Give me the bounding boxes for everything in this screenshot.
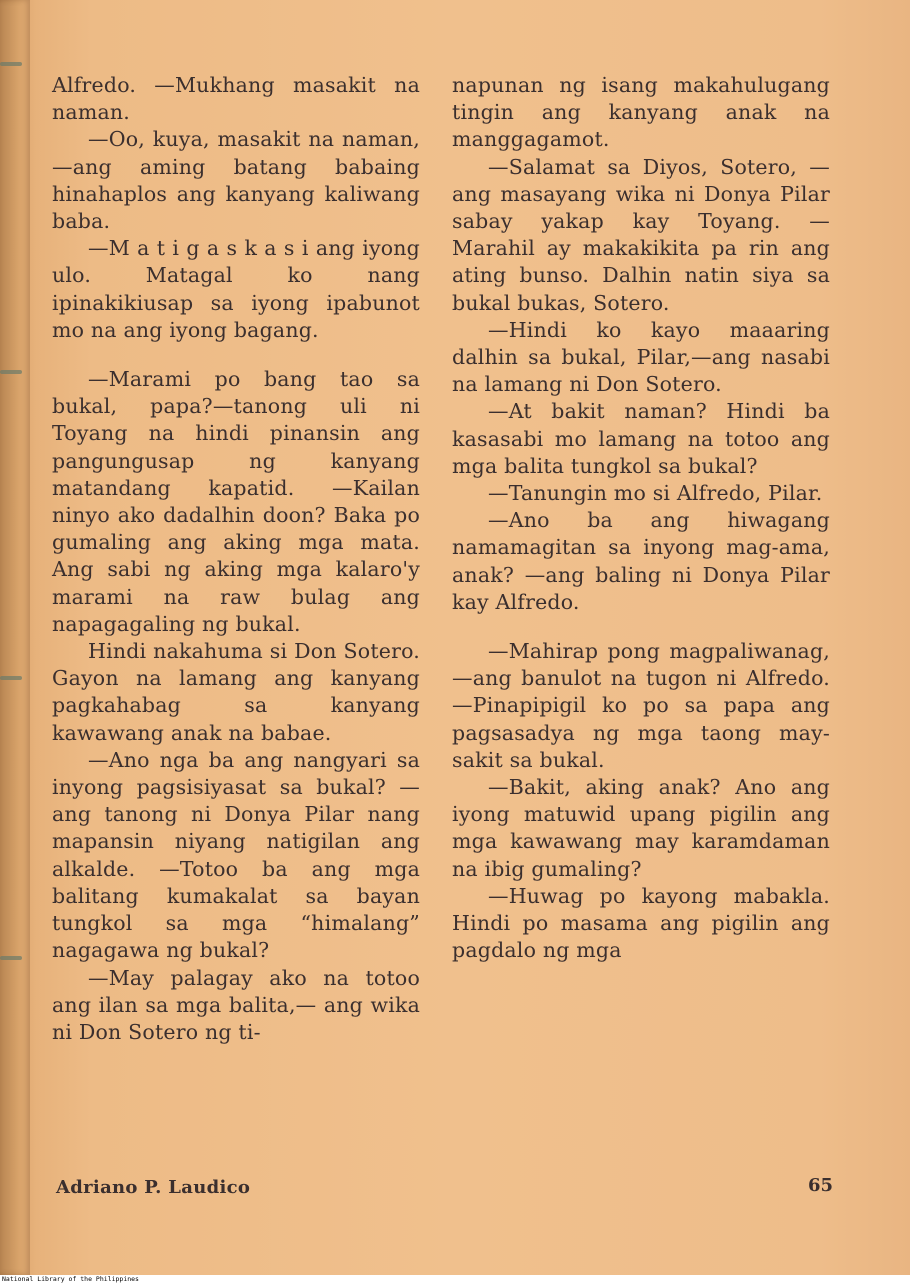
book-spine [0,0,30,1275]
paragraph: —Hindi ko kayo maaaring dalhin sa bukal, Pilar,—ang nasabi na lamang ni Don Sotero. [452,317,830,397]
paragraph: —Oo, kuya, masakit na naman,—ang aming batang babaing hinahaplos ang kanyang kaliwang baba. [52,127,420,234]
library-credit-bar [0,1275,910,1283]
paragraph: napunan ng isang makahulugang tingin ang kanyang anak na manggagamot. [452,73,830,152]
paragraph: —Ano nga ba ang nangyari sa inyong pagsisiyasat sa bukal? — ang tanong ni Donya Pilar nang mapansin niyang natigilan ang alkalde. —Totoo ba ang mga balitang kumakalat sa bayan tungkol sa mga “himalang” nagagawa ng bukal? [52,747,420,963]
paragraph: —At bakit naman? Hindi ba kasasabi mo lamang na totoo ang mga balita tungkol sa bukal? [452,399,830,478]
paragraph: —M a t i g a s k a s i ang iyong ulo. Matagal ko nang ipinakikiusap sa iyong ipabunot mo na ang iyong bagang. [52,236,420,342]
paragraph: —Bakit, aking anak? Ano ang iyong matuwid upang pigilin ang mga kawawang may karamdaman na ibig gumaling? [452,775,830,881]
spine-marker [0,62,22,66]
paragraph: —Mahirap pong magpaliwanag,—ang banulot na tugon ni Alfredo. —Pinapipigil ko po sa papa ang pagsasadya ng mga taong may-sakit sa bukal. [452,639,830,772]
paragraph-spacer [52,344,420,366]
page-number: 65 [808,1175,834,1196]
paragraph-spacer [452,616,830,638]
paragraph: —Marami po bang tao sa bukal, papa?—tanong uli ni Toyang na hindi pinansin ang pangungusap ng kanyang matandang kapatid. —Kailan ninyo ako dadalhin doon? Baka po gumaling ang aking mga mata. Ang sabi ng aking mga kalaro'y marami na raw bulag ang napagagaling ng bukal. [52,367,420,636]
paragraph: —Huwag po kayong mabakla. Hindi po masama ang pigilin ang pagdalo ng mga [452,883,830,963]
paragraph: —Salamat sa Diyos, Sotero, — ang masayang wika ni Donya Pilar sabay yakap kay Toyang. — Marahil ay makakikita pa rin ang ating bunso. Dalhin natin siya sa bukal bukas, Sotero. [452,154,830,315]
paragraph: Alfredo. —Mukhang masakit na naman. [52,73,420,125]
spine-marker [0,956,22,960]
spine-marker [0,370,22,374]
left-text-column [52,72,420,1046]
footer-author: Adriano P. Laudico [56,1177,251,1198]
paragraph: —Ano ba ang hiwagang namamagitan sa inyong mag-ama, anak? —ang baling ni Donya Pilar kay Alfredo. [452,508,830,614]
spine-marker [0,676,22,680]
right-text-column [452,72,830,965]
paragraph: Hindi nakahuma si Don Sotero. Gayon na lamang ang kanyang pagkahabag sa kanyang kawawang anak na babae. [52,639,420,745]
library-credit: National Library of the Philippines [2,1275,139,1283]
paragraph: —May palagay ako na totoo ang ilan sa mga balita,— ang wika ni Don Sotero ng ti- [52,965,420,1044]
paragraph: —Tanungin mo si Alfredo, Pilar. [488,481,823,506]
